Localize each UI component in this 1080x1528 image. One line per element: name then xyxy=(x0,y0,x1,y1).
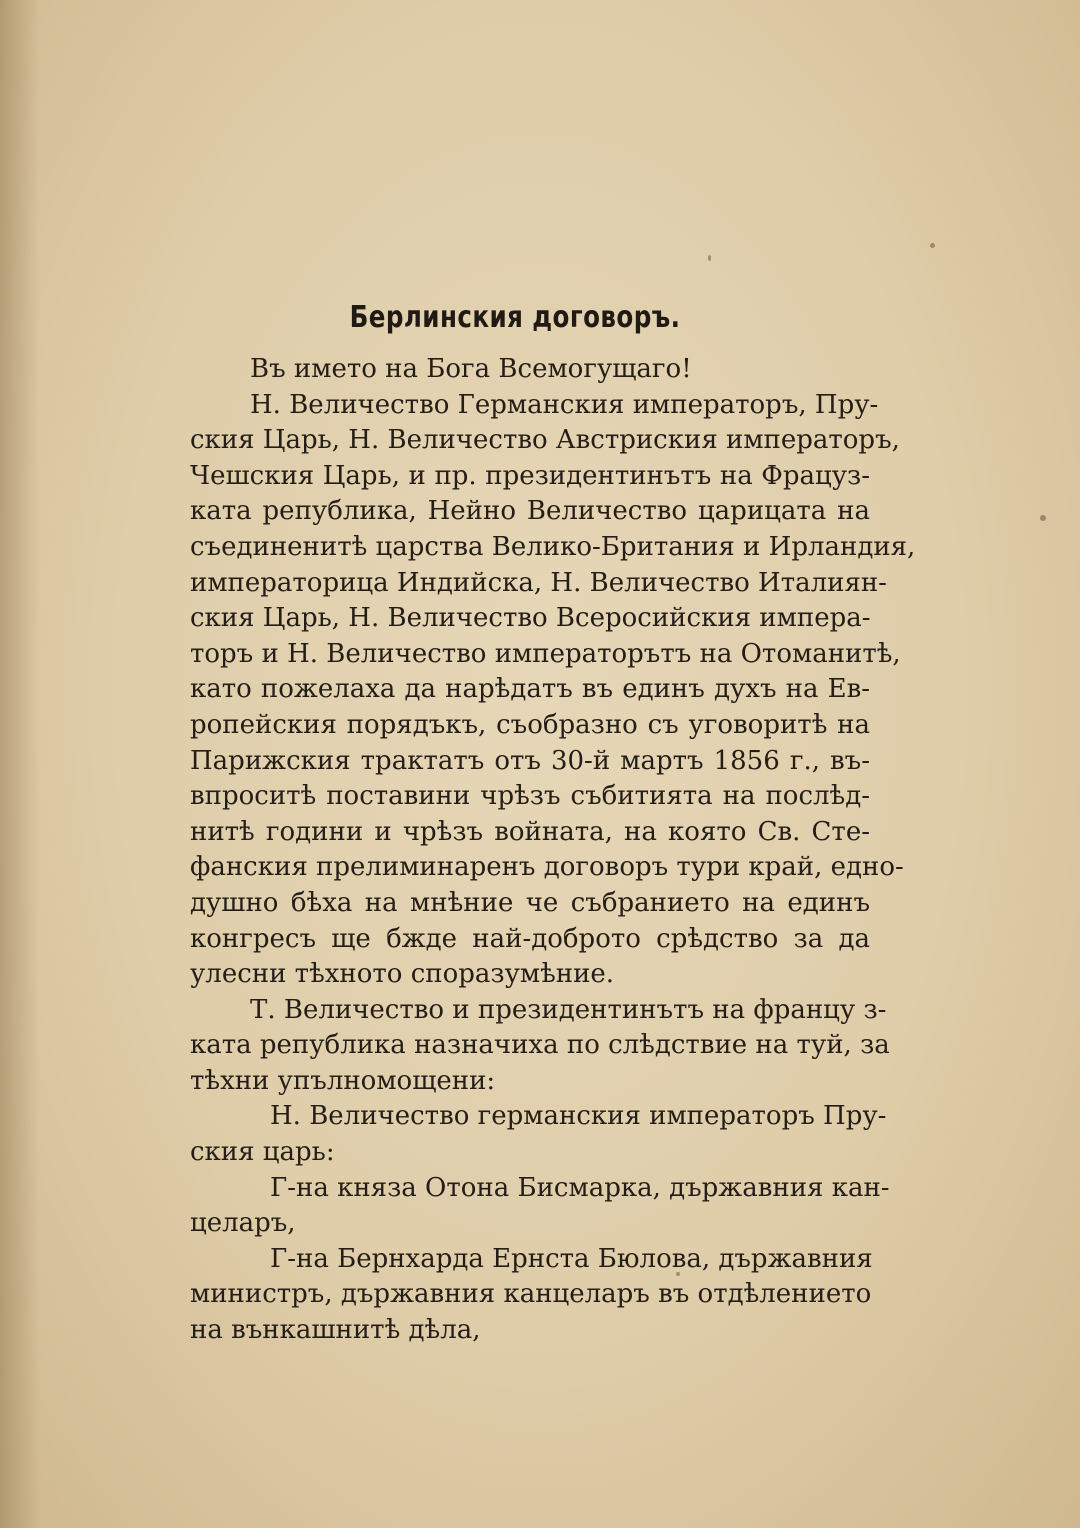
text-line: като пожелаха да нарѣдатъ въ единъ духъ на Ев- xyxy=(190,674,870,705)
text-line: Т. Величество и президентинътъ на францу з- xyxy=(250,994,887,1025)
text-line: Чешския Царь, и пр. президентинътъ на Фрацуз- xyxy=(190,460,870,491)
document-body xyxy=(190,352,916,1349)
paper-speck xyxy=(930,243,935,248)
text-line: нитѣ години и чрѣзъ войната, на която Св. Сте- xyxy=(190,816,870,847)
text-line: тѣхни упълномощени: xyxy=(190,1065,496,1096)
text-line: целаръ, xyxy=(190,1208,296,1239)
text-line: ката република, Нейно Величество царицата на xyxy=(190,496,870,527)
page-gutter-shadow xyxy=(0,0,40,1528)
text-line: торъ и Н. Величество императорътъ на Отоманитѣ, xyxy=(190,638,901,669)
text-line: фанския прелиминаренъ договоръ тури край, едно- xyxy=(190,852,904,883)
text-line: министръ, държавния канцеларъ въ отдѣлението xyxy=(190,1279,872,1310)
text-line: ката република назначиха по слѣдствие на туй, за xyxy=(190,1030,890,1061)
text-line: ския Царь, Н. Величество Всеросийския импера- xyxy=(190,603,871,634)
text-line: Г-на княза Отона Бисмарка, държавния кан- xyxy=(270,1172,890,1203)
text-line: ропейския порядъкъ, съобразно съ уговоритѣ на xyxy=(190,709,870,740)
text-line: впроситѣ поставини чрѣзъ събитията на послѣд- xyxy=(190,781,870,812)
text-line: Н. Величество Германския императоръ, Пру- xyxy=(250,389,879,420)
text-line: на вънкашнитѣ дѣла, xyxy=(190,1315,481,1346)
text-line: съединенитѣ царства Велико-Британия и Ирландия, xyxy=(190,531,916,562)
text-line: Г-на Бернхарда Ернста Бюлова, държавния xyxy=(270,1243,873,1274)
text-line: улесни тѣхното споразумѣние. xyxy=(190,959,615,990)
text-line: конгресъ ще бжде най-доброто срѣдство за да xyxy=(190,923,870,954)
text-line: душно бѣха на мнѣние че събранието на единъ xyxy=(190,887,870,918)
text-line: ския Царь, Н. Величество Австриския императоръ, xyxy=(190,425,900,456)
text-line: Парижския трактатъ отъ 30-й мартъ 1856 г., въ- xyxy=(190,745,870,776)
text-line: Въ името на Бога Всемогущаго! xyxy=(250,354,692,384)
paper-speck xyxy=(1040,515,1046,521)
text-line: ския царь: xyxy=(190,1137,335,1168)
document-title: Берлинския договоръ. xyxy=(349,300,681,335)
text-line: Н. Величество германския императоръ Пру- xyxy=(270,1101,887,1132)
paper-speck xyxy=(708,255,711,261)
text-line: императорица Индийска, Н. Величество Италиян- xyxy=(190,567,887,598)
